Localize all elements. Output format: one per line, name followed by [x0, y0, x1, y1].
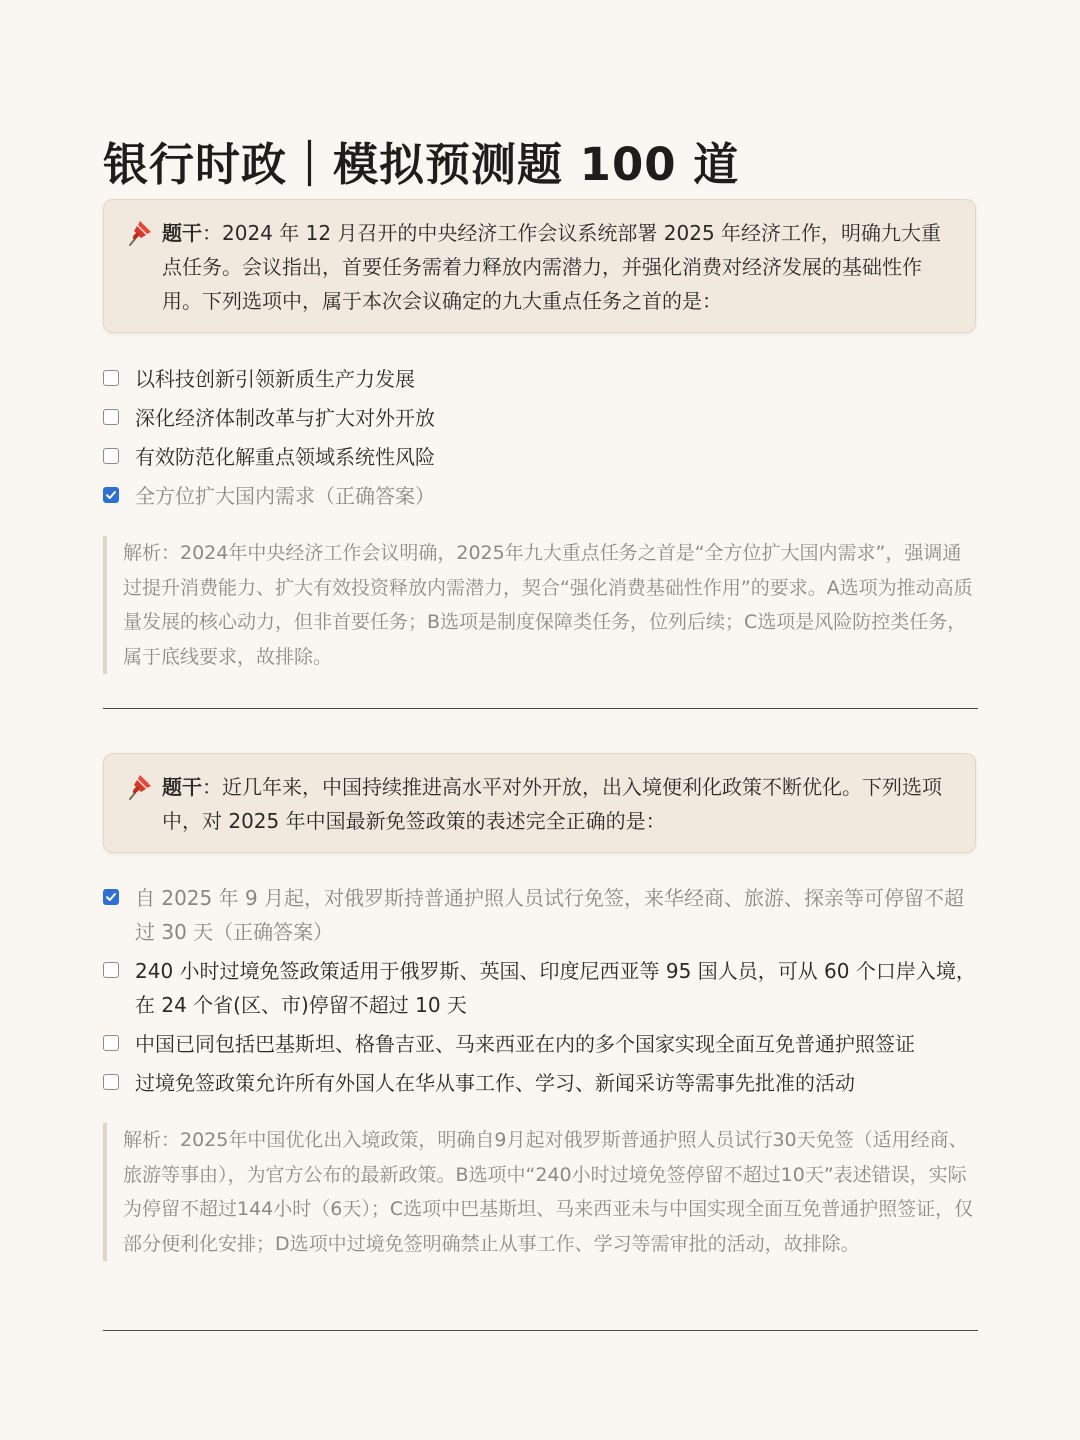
option-c[interactable] [103, 1027, 978, 1061]
stem-text: ：近几年来，中国持续推进高水平对外开放，出入境便利化政策不断优化。下列选项中，对 2025 年中国最新免签政策的表述完全正确的是： [162, 775, 942, 833]
option-list-1 [103, 362, 978, 518]
question-stem-1 [128, 216, 951, 318]
option-text: 深化经济体制改革与扩大对外开放 [135, 406, 435, 430]
divider [103, 1330, 978, 1331]
stem-label: 题干 [162, 775, 202, 799]
option-text: 过境免签政策允许所有外国人在华从事工作、学习、新闻采访等需事先批准的活动 [135, 1071, 855, 1095]
question-stem-2 [128, 770, 951, 838]
stem-label: 题干 [162, 221, 202, 245]
checkbox-unchecked[interactable] [103, 409, 119, 425]
option-text: 自 2025 年 9 月起，对俄罗斯持普通护照人员试行免签，来华经商、旅游、探亲等可停留不超过 30 天（正确答案） [135, 886, 965, 944]
page-title: 银行时政｜模拟预测题 100 道 [103, 138, 740, 192]
option-a[interactable] [103, 881, 978, 949]
option-c[interactable] [103, 440, 978, 474]
question-stem-box-1 [103, 199, 976, 333]
checkbox-checked[interactable] [103, 487, 119, 503]
option-text: 以科技创新引领新质生产力发展 [135, 367, 415, 391]
option-d[interactable] [103, 479, 978, 513]
checkbox-checked[interactable] [103, 889, 119, 905]
divider [103, 708, 978, 709]
option-text: 全方位扩大国内需求（正确答案） [135, 484, 435, 508]
checkbox-unchecked[interactable] [103, 370, 119, 386]
checkbox-unchecked[interactable] [103, 1035, 119, 1051]
stem-text: ：2024 年 12 月召开的中央经济工作会议系统部署 2025 年经济工作，明确九大重点任务。会议指出，首要任务需着力释放内需潜力，并强化消费对经济发展的基础性作用。下列选项中，属于本次会议确定的九大重点任务之首的是： [162, 221, 942, 313]
checkmark-icon [105, 489, 117, 501]
option-list-2 [103, 881, 978, 1105]
option-d[interactable] [103, 1066, 978, 1100]
explanation-1: 解析：2024年中央经济工作会议明确，2025年九大重点任务之首是“全方位扩大国内需求”，强调通过提升消费能力、扩大有效投资释放内需潜力，契合“强化消费基础性作用”的要求。A选项为推动高质量发展的核心动力，但非首要任务；B选项是制度保障类任务，位列后续；C选项是风险防控类任务，属于底线要求，故排除。 [103, 536, 978, 674]
option-b[interactable] [103, 954, 978, 1022]
option-b[interactable] [103, 401, 978, 435]
checkmark-icon [105, 891, 117, 903]
checkbox-unchecked[interactable] [103, 448, 119, 464]
option-text: 240 小时过境免签政策适用于俄罗斯、英国、印度尼西亚等 95 国人员，可从 60 个口岸入境，在 24 个省(区、市)停留不超过 10 天 [135, 959, 976, 1017]
explanation-2: 解析：2025年中国优化出入境政策，明确自9月起对俄罗斯普通护照人员试行30天免签（适用经商、旅游等事由），为官方公布的最新政策。B选项中“240小时过境免签停留不超过10天”表述错误，实际为停留不超过144小时（6天）；C选项中巴基斯坦、马来西亚未与中国实现全面互免普通护照签证，仅部分便利化安排；D选项中过境免签明确禁止从事工作、学习等需审批的活动，故排除。 [103, 1123, 978, 1261]
checkbox-unchecked[interactable] [103, 1074, 119, 1090]
pushpin-icon [128, 218, 154, 246]
option-text: 有效防范化解重点领域系统性风险 [135, 445, 435, 469]
question-stem-box-2 [103, 753, 976, 853]
pushpin-icon [128, 772, 154, 800]
option-a[interactable] [103, 362, 978, 396]
option-text: 中国已同包括巴基斯坦、格鲁吉亚、马来西亚在内的多个国家实现全面互免普通护照签证 [135, 1032, 915, 1056]
checkbox-unchecked[interactable] [103, 962, 119, 978]
